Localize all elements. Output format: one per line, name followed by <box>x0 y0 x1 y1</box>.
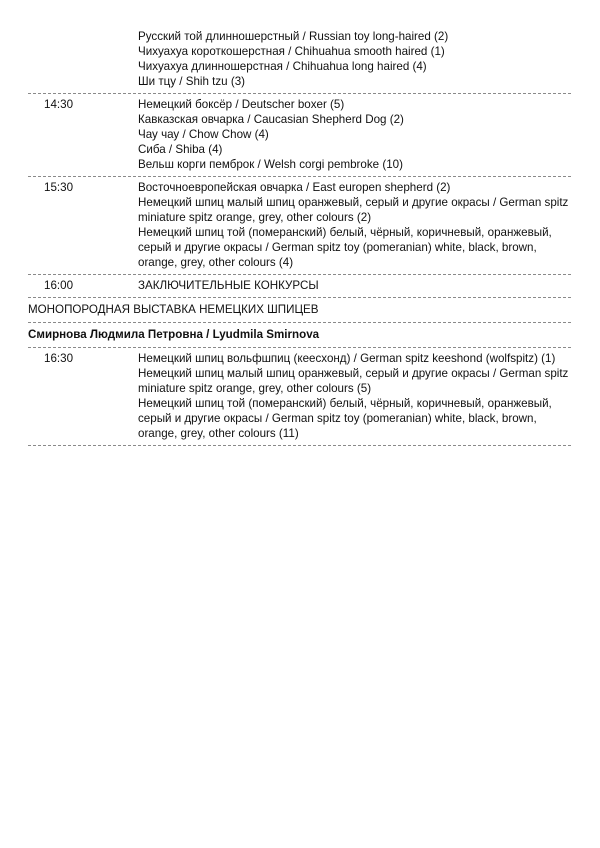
breed-entry: Немецкий шпиц той (померанский) белый, чёрный, коричневый, оранжевый, серый и другие окрасы / German spitz toy (pomeranian) white, black, brown, orange, grey, other colours (11) <box>138 397 552 440</box>
breed-entry: Немецкий шпиц малый шпиц оранжевый, серый и другие окрасы / German spitz miniature spitz orange, grey, other colours (5) <box>138 367 569 395</box>
schedule-row <box>28 348 571 446</box>
breed-entry: Вельш корги пемброк / Welsh corgi pembroke (10) <box>138 158 403 171</box>
judge-name: Смирнова Людмила Петровна / Lyudmila Smirnova <box>28 323 571 348</box>
time-slot <box>28 29 138 89</box>
breed-entry: Немецкий боксёр / Deutscher boxer (5) <box>138 98 345 111</box>
breed-entry: Немецкий шпиц той (померанский) белый, чёрный, коричневый, оранжевый, серый и другие окрасы / German spitz toy (pomeranian) white, black, brown, orange, grey, other colours (4) <box>138 226 552 269</box>
breed-list <box>138 351 571 441</box>
final-contests-label: ЗАКЛЮЧИТЕЛЬНЫЕ КОНКУРСЫ <box>138 279 319 292</box>
section-title: МОНОПОРОДНАЯ ВЫСТАВКА НЕМЕЦКИХ ШПИЦЕВ <box>28 298 571 323</box>
time-slot: 16:30 <box>44 352 74 365</box>
time-slot: 15:30 <box>44 181 74 194</box>
breed-list <box>138 29 571 89</box>
breed-entry: Чихуахуа короткошерстная / Chihuahua smooth haired (1) <box>138 45 445 58</box>
schedule-page <box>28 26 571 446</box>
breed-entry: Восточноевропейская овчарка / East europen shepherd (2) <box>138 181 451 194</box>
breed-entry: Чау чау / Chow Chow (4) <box>138 128 269 141</box>
breed-entry: Ши тцу / Shih tzu (3) <box>138 75 246 88</box>
breed-entry: Кавказская овчарка / Caucasian Shepherd Dog (2) <box>138 113 404 126</box>
schedule-row <box>28 94 571 177</box>
breed-entry: Немецкий шпиц малый шпиц оранжевый, серый и другие окрасы / German spitz miniature spitz orange, grey, other colours (2) <box>138 196 569 224</box>
breed-list <box>138 97 571 172</box>
breed-entry: Русский той длинношерстный / Russian toy long-haired (2) <box>138 30 449 43</box>
time-slot: 16:00 <box>44 279 74 292</box>
breed-entry: Сиба / Shiba (4) <box>138 143 223 156</box>
breed-list <box>138 180 571 270</box>
schedule-row <box>28 26 571 94</box>
breed-entry: Чихуахуа длинношерстная / Chihuahua long haired (4) <box>138 60 427 73</box>
schedule-row <box>28 177 571 275</box>
breed-entry: Немецкий шпиц вольфшпиц (кеесхонд) / German spitz keeshond (wolfspitz) (1) <box>138 352 556 365</box>
schedule-row <box>28 275 571 298</box>
breed-list <box>138 278 571 293</box>
time-slot: 14:30 <box>44 98 74 111</box>
